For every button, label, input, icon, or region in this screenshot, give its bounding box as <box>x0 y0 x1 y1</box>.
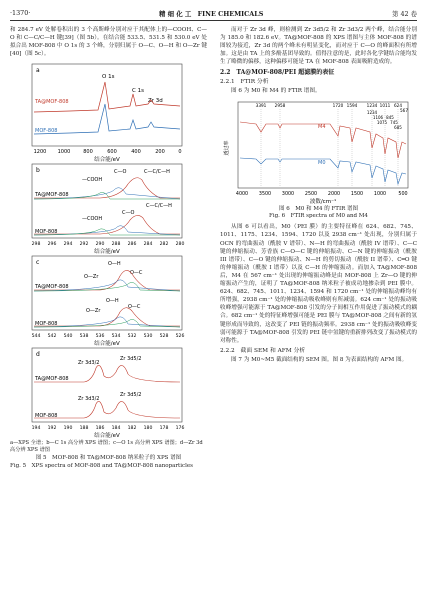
svg-text:O—C: O—C <box>128 304 141 311</box>
ftir-peak-labels <box>256 103 409 113</box>
xps-panel-b <box>10 162 207 254</box>
legend-ta-mof: TA@MOF-808 <box>35 99 69 106</box>
b-label: C—O <box>114 169 127 176</box>
svg-text:1106: 1106 <box>372 114 384 120</box>
right-column <box>220 26 417 366</box>
svg-text:282: 282 <box>159 242 169 248</box>
svg-text:TA@MOF-808: TA@MOF-808 <box>35 376 69 383</box>
sem-afm-intro: 图 7 为 M0~M5 截面结构的 SEM 图。图 8 为表面结构的 AFM 图。 <box>231 356 408 363</box>
svg-text:178: 178 <box>159 426 169 432</box>
svg-text:1720: 1720 <box>332 102 344 108</box>
panel-c-tag: c <box>36 259 40 267</box>
svg-text:288: 288 <box>111 242 121 248</box>
spectrum-ta-mof <box>34 82 180 112</box>
svg-text:4000: 4000 <box>235 191 249 197</box>
b-label: —COOH <box>82 177 103 184</box>
svg-text:结合能/eV: 结合能/eV <box>94 249 120 255</box>
tick: 1200 <box>33 149 47 156</box>
ftir-peak-labels-2 <box>367 110 402 130</box>
page-header <box>10 8 417 18</box>
svg-text:Zr 3d5/2: Zr 3d5/2 <box>120 356 142 363</box>
svg-text:745: 745 <box>390 119 398 125</box>
figure-5-legend-note: a—XPS 全谱；b—C 1s 高分辨 XPS 谱图；c—O 1s 高分辨 XPS 谱图；d—Zr 3d 高分辨 XPS 谱图 <box>10 440 203 454</box>
left-column <box>10 26 207 470</box>
xps-panel-a <box>10 62 207 162</box>
svg-text:1000: 1000 <box>373 191 387 197</box>
ftir-intro: 图 6 为 M0 和 M4 的 FTIR 谱图。 <box>231 88 321 95</box>
tick: 800 <box>83 149 93 156</box>
svg-text:567: 567 <box>400 107 408 113</box>
svg-text:500: 500 <box>398 191 408 197</box>
series-m0-label: M0 <box>318 159 326 166</box>
svg-text:286: 286 <box>127 242 137 248</box>
figure-6-caption-en: Fig. 6 FTIR spectra of M0 and M4 <box>269 212 368 219</box>
series-m4-label: M4 <box>318 123 326 130</box>
volume-label: 第 42 卷 <box>392 9 417 18</box>
tick: 400 <box>131 149 141 156</box>
peak-o1s-label: O 1s <box>102 74 115 81</box>
svg-text:O—H: O—H <box>108 261 121 268</box>
svg-text:184: 184 <box>111 426 121 432</box>
svg-text:Zr 3d3/2: Zr 3d3/2 <box>78 396 100 403</box>
panel-d-tag: d <box>36 351 40 359</box>
panel-a-tag: a <box>36 67 40 75</box>
svg-text:O—Zr: O—Zr <box>84 274 99 281</box>
svg-text:182: 182 <box>127 426 137 432</box>
header-rule <box>10 20 417 21</box>
svg-text:536: 536 <box>95 334 105 340</box>
svg-text:194: 194 <box>31 426 41 432</box>
svg-text:1234: 1234 <box>366 102 378 108</box>
svg-text:280: 280 <box>175 242 185 248</box>
figure-5-caption-en: Fig. 5 XPS spectra of MOF-808 and TA@MOF-808 nanoparticles <box>10 462 193 469</box>
svg-text:MOF-808: MOF-808 <box>35 321 58 328</box>
panel-a-xticks <box>34 149 182 155</box>
ftir-chart <box>220 98 417 206</box>
svg-text:192: 192 <box>47 426 57 432</box>
xps-panel-d <box>10 346 207 438</box>
figure-5 <box>10 62 207 470</box>
svg-text:结合能/eV: 结合能/eV <box>94 341 120 347</box>
svg-text:Zr 3d3/2: Zr 3d3/2 <box>78 360 100 367</box>
svg-text:292: 292 <box>79 242 89 248</box>
svg-text:O—C: O—C <box>130 270 143 277</box>
svg-text:O—H: O—H <box>106 298 119 305</box>
xps-panel-c <box>10 254 207 346</box>
svg-text:186: 186 <box>95 426 105 432</box>
b-label: —COOH <box>82 216 103 223</box>
b-label: C—C/C—H <box>144 169 170 176</box>
svg-text:1075: 1075 <box>376 119 388 125</box>
svg-text:542: 542 <box>47 334 57 340</box>
svg-text:2958: 2958 <box>274 102 286 108</box>
svg-text:530: 530 <box>143 334 153 340</box>
b-label: C—O <box>122 210 135 217</box>
svg-text:2000: 2000 <box>327 191 341 197</box>
svg-text:298: 298 <box>31 242 41 248</box>
ftir-xlabel: 波数/cm⁻¹ <box>309 198 337 205</box>
peak-zr3d-label: Zr 3d <box>148 98 163 105</box>
figure-5-caption-cn: 图 5 MOF-808 和 TA@MOF-808 纳米粒子的 XPS 谱图 <box>35 455 182 462</box>
svg-text:534: 534 <box>111 334 121 340</box>
b-label: MOF-808 <box>35 229 58 236</box>
journal-name: 精 细 化 工 FINE CHEMICALS <box>159 9 264 18</box>
svg-text:540: 540 <box>63 334 73 340</box>
tick: 600 <box>107 149 117 156</box>
b-label: TA@MOF-808 <box>35 192 69 199</box>
svg-text:1594: 1594 <box>346 102 358 108</box>
right-paragraph-1: 而对于 Zr 3d 峰，则检测到 Zr 3d5/2 和 Zr 3d3/2 两个峰，结合能分别为 185.0 和 182.6 eV。TA@MOF-808 的 XPS 谱图与主体 MOF-808 的谱图较为接近，Zr 3d 的两个峰未有明显变化，而对应于 C—O 的峰面积有所增加。这是由 TA 上的多酚基团导致的。值得注意的是，此时各化学键结合能均发生了略微的偏移，这种偏移可能是 TA 在 MOF-808 表面吸附造成的。 <box>220 27 417 66</box>
tick: 0 <box>178 149 182 156</box>
svg-text:1234: 1234 <box>366 109 378 115</box>
svg-text:290: 290 <box>95 242 105 248</box>
svg-text:296: 296 <box>47 242 57 248</box>
svg-text:845: 845 <box>386 114 394 120</box>
svg-text:3391: 3391 <box>255 102 267 108</box>
svg-text:526: 526 <box>175 334 185 340</box>
svg-text:Zr 3d5/2: Zr 3d5/2 <box>120 392 142 399</box>
svg-text:284: 284 <box>143 242 153 248</box>
svg-text:3500: 3500 <box>258 191 272 197</box>
ftir-xticks <box>236 191 408 197</box>
subsection-heading-2-2-2: 2.2.2 截面 SEM 和 AFM 分析 <box>220 347 306 354</box>
svg-text:O—Zr: O—Zr <box>86 308 101 315</box>
b-label: C—C/C—H <box>146 203 172 210</box>
panel-b-tag: b <box>36 167 40 175</box>
svg-text:685: 685 <box>394 124 402 130</box>
svg-text:3000: 3000 <box>281 191 295 197</box>
svg-text:1500: 1500 <box>350 191 364 197</box>
right-paragraph-2: 从图 6 可以看出，M0（PEI 膜）的主要特征峰在 624、682、745、1011、1175、1234、1594、1720 以及 2938 cm⁻¹ 处出现，分别归属于 OCN 的弯曲振动（酰胺 V 谱带）、N—H 的弯曲振动（酰胺 IV 谱带）、C—C 键的伸缩振动、芳香族 C—O—C 键的伸缩振动、C—N 键的伸缩振动（酰胺 III 谱带）、C—O 键的伸缩振动、N—H 的剪切振动（酰胺 II 谱带）、C═O 键的伸缩振动（酰胺 I 谱带）以及 C—H 的伸缩振动。而加入 TA@MOF-808 后，M4 在 567 cm⁻¹ 处出现的伸缩振动峰是由 MOF-808 上 Zr—O 键的伸缩振动产生的，证明了 TA@MOF-808 纳米粒子被成功地掺杂到 PEI 膜中。624、682、745、1011、1234、1594 和 1720 cm⁻¹ 处的伸缩振动峰均有所增强，2938 cm⁻¹ 处的伸缩振动吸收峰则有所减弱。624 cm⁻¹ 处的振动吸收峰增强可能源于 TA@MOF-808 引发的分子间相互作用促进了振动模式的耦合。682 cm⁻¹ 处的特征峰增强可能是 PEI 膜与 TA@MOF-808 之间有新的氢键形成而导致的，这改变了 PEI 链的振动频率。2938 cm⁻¹ 处的振动吸收峰变弱可能源于 TA@MOF-808 引发的 PEI 链中氢键的重新排列改变了振动模式的对称性。 <box>220 224 417 344</box>
svg-text:624: 624 <box>394 102 402 108</box>
section-heading-2-2: 2.2 TA@MOF-808/PEI 超滤膜的表征 <box>220 69 335 77</box>
svg-text:188: 188 <box>79 426 89 432</box>
page-number: ·1370· <box>10 9 31 17</box>
svg-text:MOF-808: MOF-808 <box>35 413 58 420</box>
svg-text:180: 180 <box>143 426 153 432</box>
ftir-ylabel: 透过率 <box>224 140 230 156</box>
svg-text:532: 532 <box>127 334 137 340</box>
svg-text:2500: 2500 <box>304 191 318 197</box>
subsection-heading-2-2-1: 2.2.1 FTIR 分析 <box>220 79 269 86</box>
svg-text:544: 544 <box>31 334 41 340</box>
svg-text:1011: 1011 <box>379 102 391 108</box>
left-intro-paragraph: 和 284.7 eV 处解卷积出的 3 个高斯峰分别对应于其配体上的—COOH、C—O 和 C—C/C—H 键[39]（图 5b）。在结合能 533.5、531.5 和 530.0 eV 处拟合出 MOF-808 中 O 1s 的 3 个峰，分别归属于 O—C、O—H 和 O—Zr 键[40]（图 5c）。 <box>10 27 207 58</box>
peak-c1s-label: C 1s <box>132 88 144 95</box>
svg-text:528: 528 <box>159 334 169 340</box>
tick: 1000 <box>57 149 71 156</box>
legend-mof: MOF-808 <box>35 128 58 135</box>
svg-text:294: 294 <box>63 242 73 248</box>
svg-text:结合能/eV: 结合能/eV <box>94 433 120 439</box>
tick: 200 <box>155 149 165 156</box>
svg-text:TA@MOF-808: TA@MOF-808 <box>35 284 69 291</box>
figure-6-caption-cn: 图 6 M0 和 M4 的 FTIR 谱图 <box>278 205 359 212</box>
svg-text:190: 190 <box>63 426 73 432</box>
panel-a-xlabel: 结合能/eV <box>94 157 120 163</box>
svg-text:176: 176 <box>175 426 185 432</box>
svg-text:538: 538 <box>79 334 89 340</box>
